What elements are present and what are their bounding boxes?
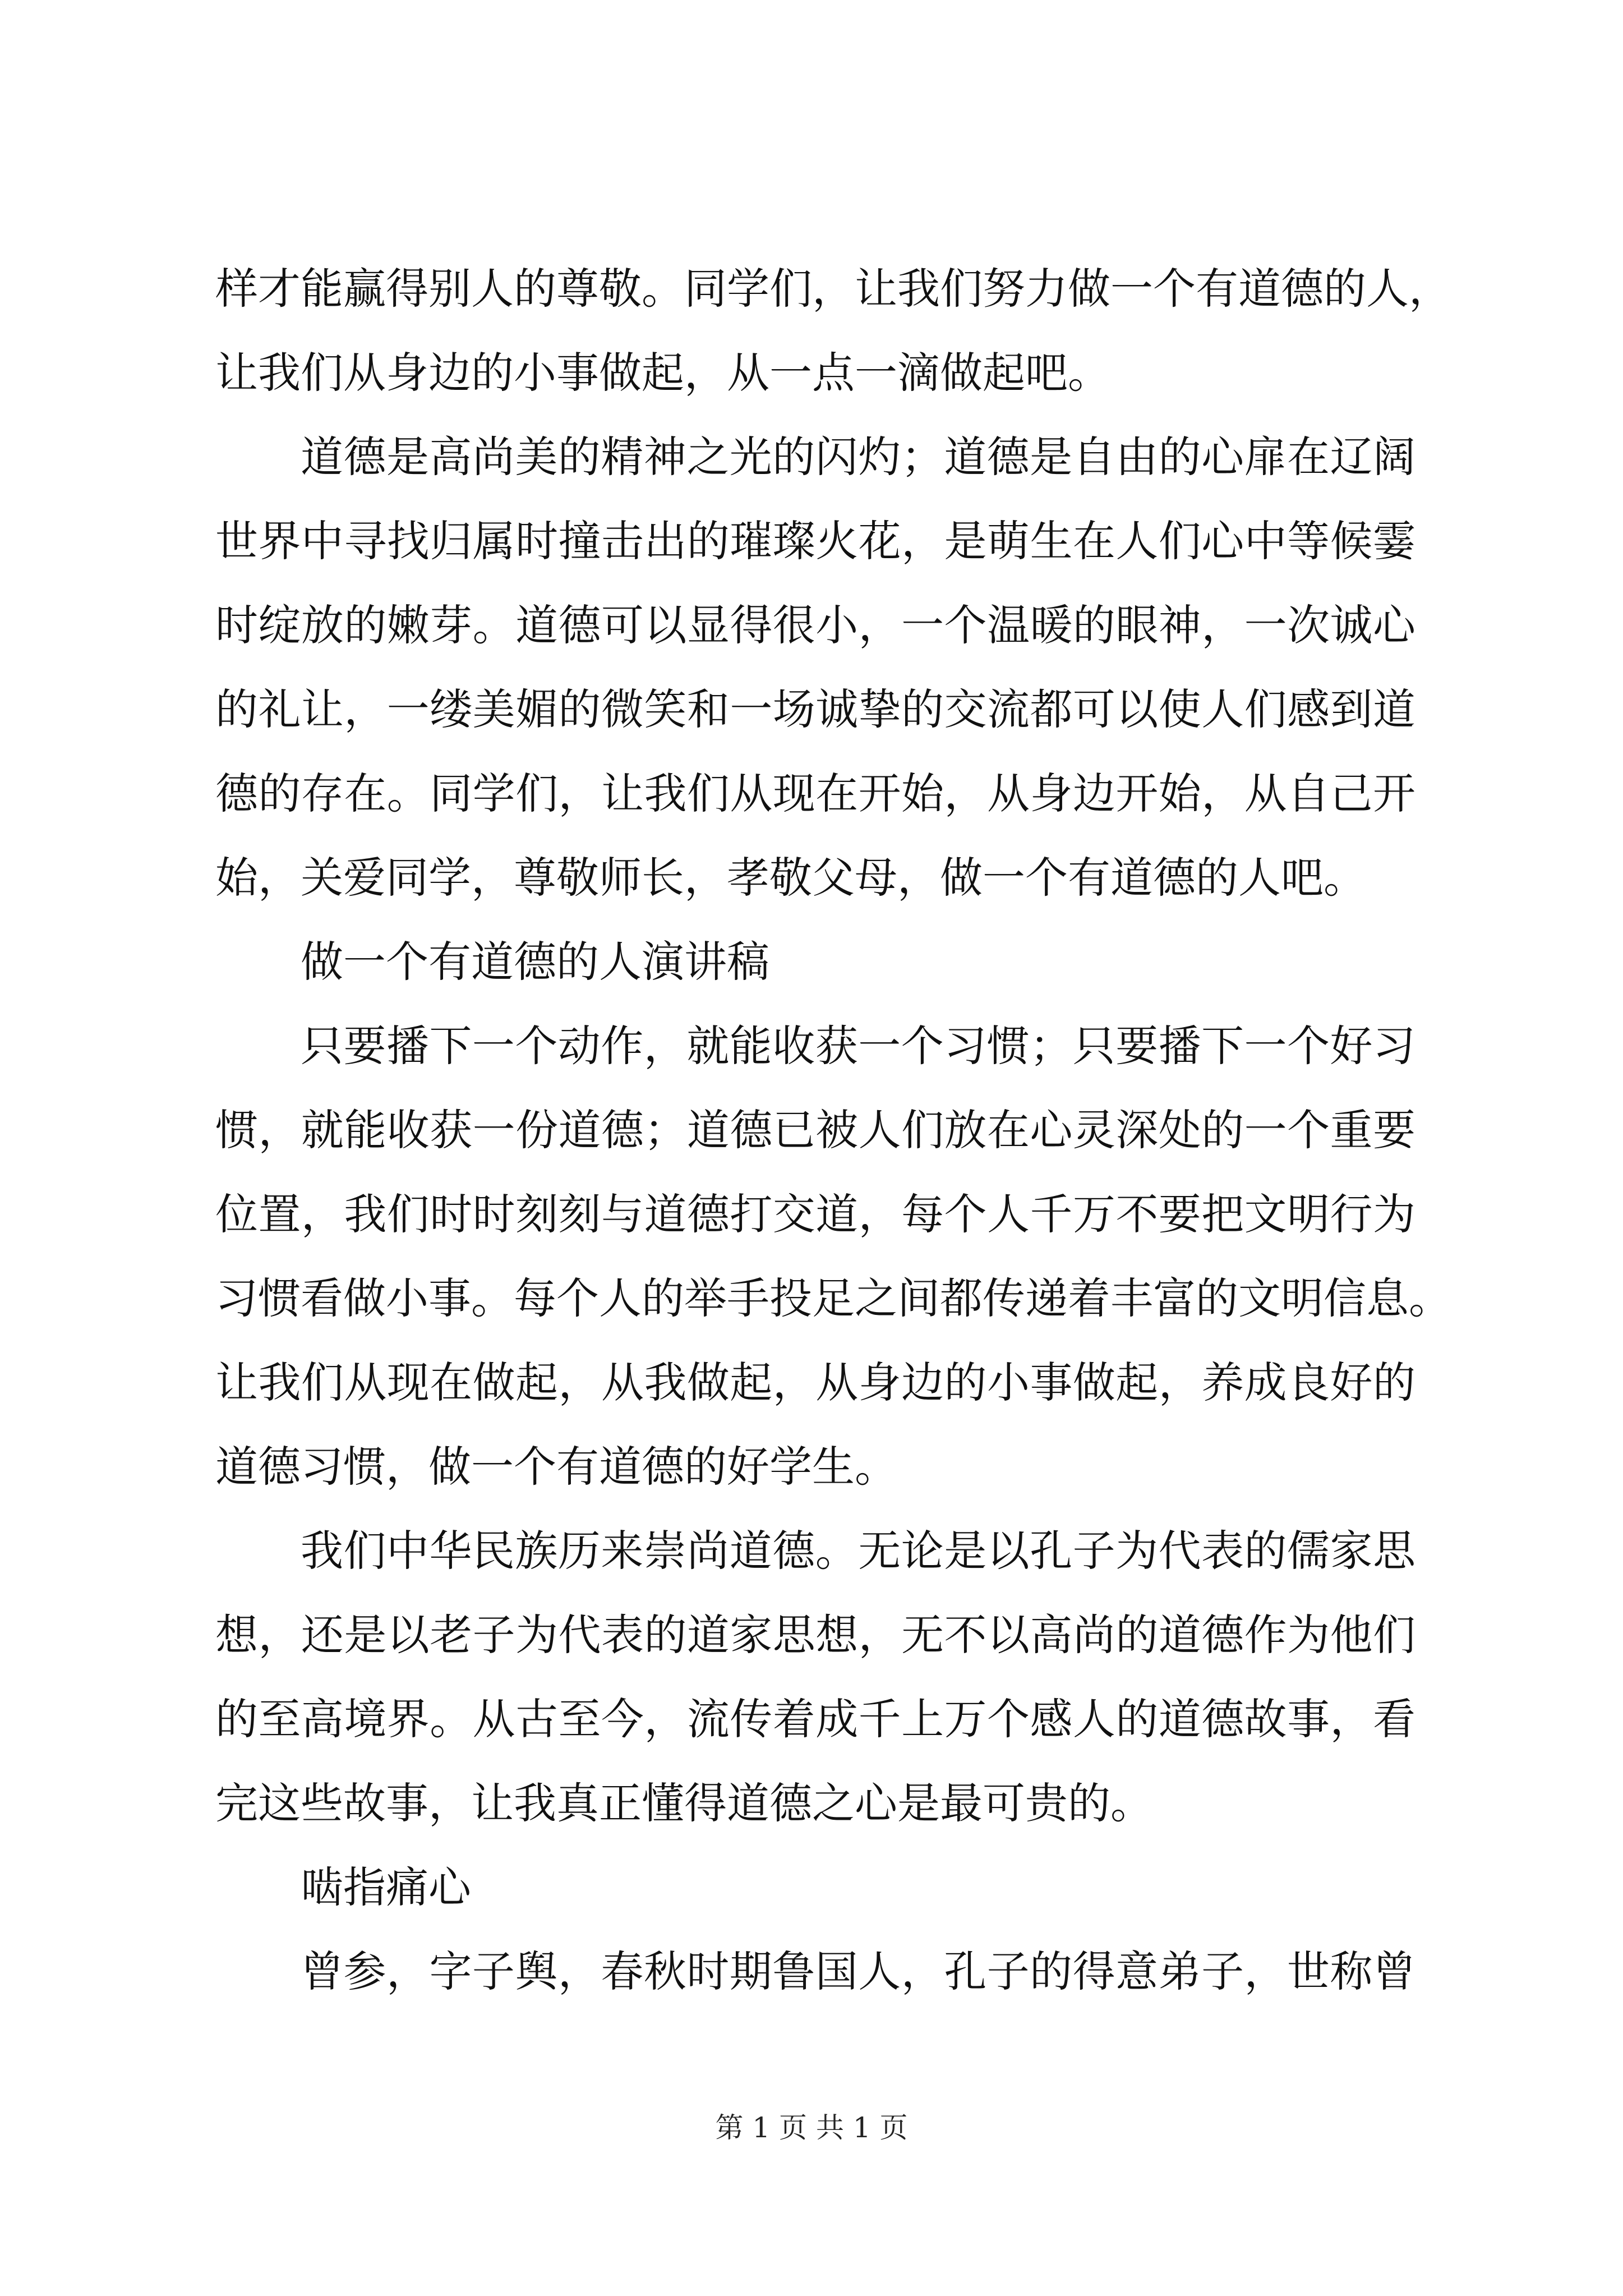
paragraph-start-line: 只要播下一个动作，就能收获一个习惯；只要播下一个好习: [301, 1021, 1415, 1071]
paragraph-start-line: 曾参，字子舆，春秋时期鲁国人，孔子的得意弟子，世称曾: [301, 1947, 1415, 1996]
page-footer: 第 1 页 共 1 页: [715, 2111, 908, 2144]
text-line: 时绽放的嫩芽。道德可以显得很小，一个温暖的眼神，一次诚心: [215, 600, 1415, 650]
text-line: 惯，就能收获一份道德；道德已被人们放在心灵深处的一个重要: [215, 1105, 1415, 1155]
document-body: [215, 247, 1451, 2014]
text-line: 想，还是以老子为代表的道家思想，无不以高尚的道德作为他们: [215, 1610, 1415, 1660]
text-line: 德的存在。同学们，让我们从现在开始，从身边开始，从自己开: [215, 769, 1415, 818]
section-heading: 啮指痛心: [301, 1862, 471, 1912]
section-heading: 做一个有道德的人演讲稿: [301, 937, 769, 987]
text-line: 让我们从现在做起，从我做起，从身边的小事做起，养成良好的: [215, 1358, 1415, 1407]
text-line: 位置，我们时时刻刻与道德打交道，每个人千万不要把文明行为: [215, 1189, 1415, 1239]
paragraph-start-line: 道德是高尚美的精神之光的闪灼；道德是自由的心扉在辽阔: [301, 432, 1415, 482]
text-line: 始，关爱同学，尊敬师长，孝敬父母，做一个有道德的人吧。: [215, 853, 1366, 903]
text-line: 道德习惯，做一个有道德的好学生。: [215, 1442, 897, 1492]
text-line: 让我们从身边的小事做起，从一点一滴做起吧。: [215, 348, 1110, 398]
text-line: 完这些故事，让我真正懂得道德之心是最可贵的。: [215, 1778, 1153, 1828]
text-line: 的礼让，一缕美媚的微笑和一场诚挚的交流都可以使人们感到道: [215, 684, 1415, 734]
text-line: 习惯看做小事。每个人的举手投足之间都传递着丰富的文明信息。: [215, 1273, 1451, 1323]
text-line: 的至高境界。从古至今，流传着成千上万个感人的道德故事，看: [215, 1694, 1415, 1744]
paragraph-start-line: 我们中华民族历来崇尚道德。无论是以孔子为代表的儒家思: [301, 1526, 1415, 1576]
text-line: 世界中寻找归属时撞击出的璀璨火花，是萌生在人们心中等候霎: [215, 516, 1415, 566]
text-line: 样才能赢得别人的尊敬。同学们，让我们努力做一个有道德的人，: [215, 264, 1451, 314]
